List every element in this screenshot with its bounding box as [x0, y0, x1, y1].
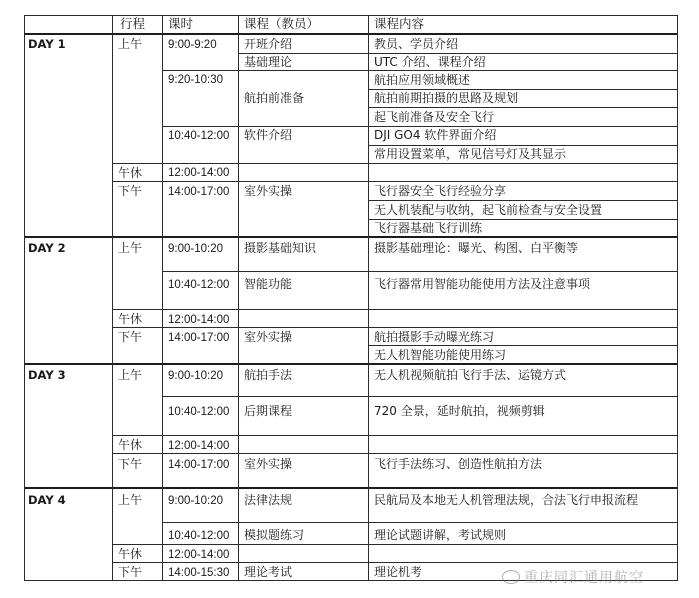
course-cell: 模拟题练习 — [244, 528, 305, 542]
rule — [112, 327, 677, 328]
content-cell: 无人机视频航拍飞行手法、运镜方式 — [374, 368, 567, 382]
course-cell: 理论考试 — [244, 565, 293, 579]
rule — [162, 271, 677, 272]
rule — [368, 145, 677, 146]
time-cell: 12:00-14:00 — [168, 549, 230, 561]
segment-pm: 下午 — [118, 565, 143, 579]
rule — [24, 33, 677, 35]
day-label: DAY 3 — [28, 368, 66, 382]
content-cell: 摄影基础理论：曝光、构图、白平衡等 — [374, 241, 579, 255]
content-cell: 航拍前期拍摄的思路及规划 — [374, 91, 519, 105]
segment-pm: 下午 — [118, 330, 143, 344]
content-cell: 航拍摄影手动曝光练习 — [374, 330, 495, 344]
segment-lunch: 午休 — [118, 438, 143, 452]
content-cell: 无人机装配与收纳，起飞前检查与安全设置 — [374, 203, 603, 217]
segment-lunch: 午休 — [118, 312, 143, 326]
time-cell: 10:40-12:00 — [168, 130, 230, 142]
course-cell: 开班介绍 — [244, 37, 293, 51]
time-cell: 10:40-12:00 — [168, 406, 230, 418]
time-cell: 9:00-10:20 — [168, 495, 223, 507]
time-cell: 9:20-10:30 — [168, 74, 223, 86]
segment-lunch: 午休 — [118, 166, 143, 180]
rule — [24, 236, 677, 238]
header-content: 课程内容 — [374, 16, 425, 31]
rule — [24, 363, 677, 365]
time-cell: 9:00-9:20 — [168, 39, 217, 51]
rule — [24, 15, 25, 581]
course-cell: 航拍手法 — [244, 368, 293, 382]
content-cell: 常用设置菜单，常见信号灯及其显示 — [374, 147, 567, 161]
time-cell: 14:00-17:00 — [168, 459, 230, 471]
segment-am: 上午 — [118, 37, 143, 51]
time-cell: 9:00-10:20 — [168, 370, 223, 382]
rule — [677, 15, 678, 581]
watermark-text: 重庆同汇通用航空 — [524, 570, 644, 586]
rule — [368, 219, 677, 220]
content-cell: DJI GO4 软件界面介绍 — [374, 128, 497, 142]
weibo-logo-icon — [502, 570, 520, 584]
segment-pm: 下午 — [118, 457, 143, 471]
content-cell: UTC 介绍、课程介绍 — [374, 55, 486, 69]
course-cell: 软件介绍 — [244, 128, 293, 142]
rule — [238, 15, 239, 581]
rule — [112, 181, 677, 182]
course-cell: 后期课程 — [244, 404, 293, 418]
time-cell: 14:00-15:30 — [168, 567, 230, 579]
rule — [112, 435, 677, 436]
time-cell: 14:00-17:00 — [168, 332, 230, 344]
rule — [112, 163, 677, 164]
time-cell: 10:40-12:00 — [168, 530, 230, 542]
content-cell: 理论试题讲解，考试规则 — [374, 528, 507, 542]
rule — [24, 487, 677, 489]
time-cell: 12:00-14:00 — [168, 314, 230, 326]
rule — [112, 453, 677, 454]
course-cell: 摄影基础知识 — [244, 241, 317, 255]
header-time: 课时 — [168, 16, 194, 31]
segment-am: 上午 — [118, 368, 143, 382]
rule — [368, 107, 677, 108]
rule — [238, 53, 677, 54]
rule — [368, 89, 677, 90]
header-schedule: 行程 — [120, 16, 146, 31]
rule — [368, 345, 677, 346]
rule — [162, 126, 677, 127]
rule — [162, 396, 677, 397]
segment-am: 上午 — [118, 493, 143, 507]
content-cell: 理论机考 — [374, 565, 423, 579]
course-cell: 智能功能 — [244, 277, 293, 291]
content-cell: 飞行手法练习、创造性航拍方法 — [374, 457, 543, 471]
rule — [112, 562, 677, 563]
content-cell: 720 全景，延时航拍，视频剪辑 — [374, 404, 545, 418]
rule — [162, 15, 163, 581]
day-label: DAY 4 — [28, 493, 66, 507]
course-cell: 基础理论 — [244, 55, 293, 69]
header-course: 课程（教员） — [244, 16, 320, 31]
content-cell: 起飞前准备及安全飞行 — [374, 110, 495, 124]
course-cell: 室外实操 — [244, 184, 293, 198]
rule — [368, 15, 369, 581]
course-cell: 法律法规 — [244, 493, 293, 507]
rule — [112, 309, 677, 310]
course-cell: 室外实操 — [244, 457, 293, 471]
time-cell: 10:40-12:00 — [168, 279, 230, 291]
day-label: DAY 2 — [28, 241, 66, 255]
content-cell: 飞行器安全飞行经验分享 — [374, 184, 507, 198]
rule — [112, 544, 677, 545]
segment-pm: 下午 — [118, 184, 143, 198]
day-label: DAY 1 — [28, 37, 66, 51]
content-cell: 航拍应用领域概述 — [374, 73, 471, 87]
content-cell: 民航局及本地无人机管理法规，合法飞行申报流程 — [374, 493, 639, 507]
course-cell: 航拍前准备 — [244, 91, 305, 105]
rule — [112, 15, 113, 581]
rule — [162, 522, 677, 523]
content-cell: 飞行器常用智能功能使用方法及注意事项 — [374, 277, 591, 291]
segment-lunch: 午休 — [118, 547, 143, 561]
time-cell: 14:00-17:00 — [168, 186, 230, 198]
rule — [162, 70, 677, 71]
time-cell: 9:00-10:20 — [168, 243, 223, 255]
content-cell: 飞行器基础飞行训练 — [374, 221, 483, 235]
content-cell: 教员、学员介绍 — [374, 37, 459, 51]
rule — [368, 200, 677, 201]
watermark — [502, 567, 644, 587]
time-cell: 12:00-14:00 — [168, 440, 230, 452]
content-cell: 无人机智能功能使用练习 — [374, 348, 507, 362]
time-cell: 12:00-14:00 — [168, 167, 230, 179]
course-cell: 室外实操 — [244, 330, 293, 344]
segment-am: 上午 — [118, 241, 143, 255]
